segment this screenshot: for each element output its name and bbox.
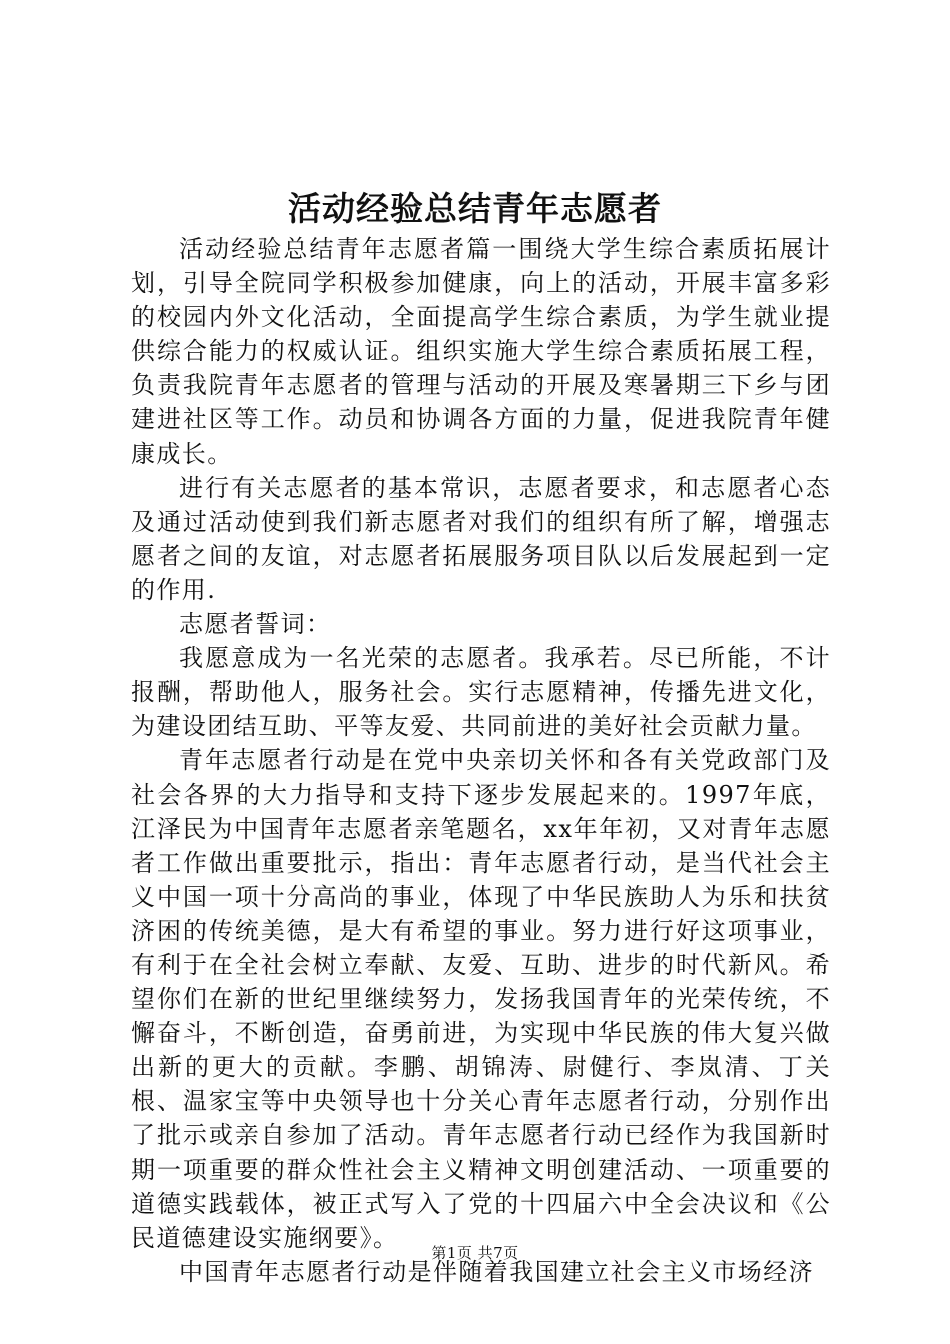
page-number-footer: 第1页 共7页 [431, 1244, 519, 1262]
paragraph-oath: 我愿意成为一名光荣的志愿者。我承若。尽已所能，不计报酬，帮助他人，服务社会。实行志愿精神，传播先进文化，为建设团结互助、平等友爱、共同前进的美好社会贡献力量。 [131, 644, 831, 741]
paragraph-intro: 活动经验总结青年志愿者篇一围绕大学生综合素质拓展计划，引导全院同学积极参加健康，向上的活动，开展丰富多彩的校园内外文化活动，全面提高学生综合素质，为学生就业提供综合能力的权威认证。组织实施大学生综合素质拓展工程，负责我院青年志愿者的管理与活动的开展及寒暑期三下乡与团建进社区等工作。动员和协调各方面的力量，促进我院青年健康成长。 [131, 235, 831, 468]
paragraph-history: 青年志愿者行动是在党中央亲切关怀和各有关党政部门及社会各界的大力指导和支持下逐步发展起来的。1997年底，江泽民为中国青年志愿者亲笔题名，xx年年初，又对青年志愿者工作做出重要批示，指出：青年志愿者行动，是当代社会主义中国一项十分高尚的事业，体现了中华民族助人为乐和扶贫济困的传统美德，是大有希望的事业。努力进行好这项事业，有利于在全社会树立奉献、友爱、互助、进步的时代新风。希望你们在新的世纪里继续努力，发扬我国青年的光荣传统，不懈奋斗，不断创造，奋勇前进，为实现中华民族的伟大复兴做出新的更大的贡献。李鹏、胡锦涛、尉健行、李岚清、丁关根、温家宝等中央领导也十分关心青年志愿者行动，分别作出了批示或亲自参加了活动。青年志愿者行动已经作为我国新时期一项重要的群众性社会主义精神文明创建活动、一项重要的道德实践载体，被正式写入了党的十四届六中全会决议和《公民道德建设实施纲要》。 [131, 746, 831, 1252]
paragraph-continued: 中国青年志愿者行动是伴随着我国建立社会主义市场经济 [179, 1257, 814, 1286]
document-body [131, 232, 831, 1289]
paragraph-oath-heading: 志愿者誓词： [179, 610, 332, 639]
paragraph-purpose: 进行有关志愿者的基本常识，志愿者要求，和志愿者心态及通过活动使到我们新志愿者对我们的组织有所了解，增强志愿者之间的友谊，对志愿者拓展服务项目队以后发展起到一定的作用. [131, 473, 831, 604]
document-title: 活动经验总结青年志愿者 [288, 189, 662, 228]
